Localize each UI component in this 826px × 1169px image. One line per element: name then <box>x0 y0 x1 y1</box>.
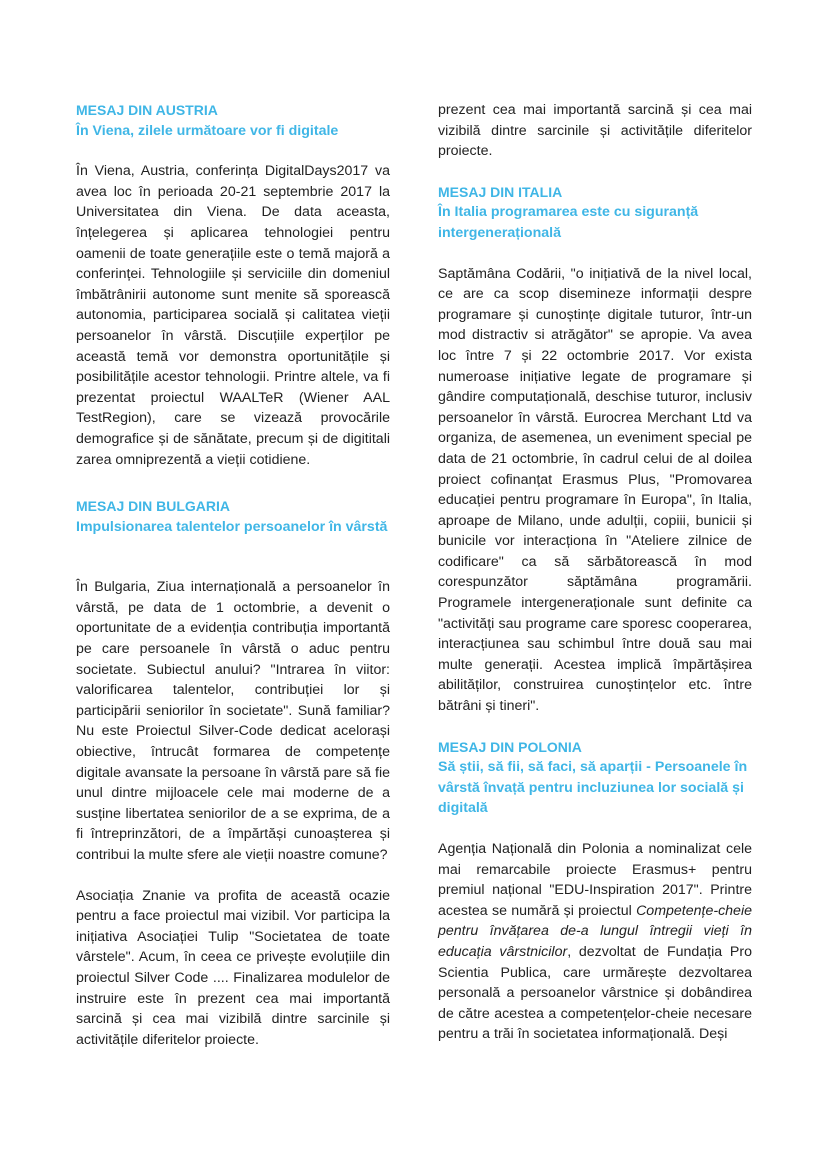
right-column <box>438 100 752 1045</box>
polonia-title: Să știi, să fii, să faci, să aparții - Persoanele în vârstă învață pentru incluziunea lor socială și digitală <box>438 759 748 817</box>
bulgaria-title: Impulsionarea talentelor persoanelor în vârstă <box>76 518 388 535</box>
austria-body: În Viena, Austria, conferința DigitalDays2017 va avea loc în perioada 20-21 septembrie 2017 la Universitatea din Viena. De data aceasta, înțelegerea și aplicarea tehnologiei pentru oamenii de toate generațiile este o temă majoră a conferinței. Tehnologiile și serviciile din domeniul îmbătrânirii autonome sunt menite să sporească autonomia, participarea socială și calitatea vieții persoanelor în vârstă. Discuțiile experților pe această temă vor demonstra oportunitățile și posibilitățile acestor tehnologii. Printre altele, va fi prezentat proiectul WAALTeR (Wiener AAL TestRegion), care se vizează provocările demografice și de sănătate, precum și de digititali zarea omniprezentă a vieții cotidiene. <box>76 163 390 468</box>
bulgaria-label: MESAJ DIN BULGARIA <box>76 498 231 515</box>
bulgaria-body-2: Asociația Znanie va profita de această ocazie pentru a face proiectul mai vizibil. Vor participa la inițiativa Asociației Tulip "Societatea de toate vârstele". Acum, în ceea ce privește evoluțiile din proiectul Silver Code .... Finalizarea modulelor de instruire este în prezent cea mai importantă sarcină și cea mai vizibilă dintre sarcinile și activitățile diferitelor proiecte. <box>76 887 390 1048</box>
italia-body: Saptămâna Codării, "o inițiativă de la nivel local, ce are ca scop disemineze informații despre programare și cunoștințe digitale tuturor, într-un mod distractiv si atrăgător" se apropie. Va avea loc între 7 și 22 octombrie 2017. Vor exista numeroase inițiative legate de programare și gândire computațională, deschise tuturor, inclusiv persoanelor în vârstă. Eurocrea Merchant Ltd va organiza, de asemenea, un eveniment special pe data de 21 octombrie, în cadrul celui de al doilea proiect cofinanțat Erasmus Plus, "Promovarea educației pentru programare în Europa", în Italia, aproape de Milano, unde adulții, copiii, bunicii și bunicile vor interacționa în "Ateliere zilnice de codificare" ca să sărbătorească în mod corespunzător săptămâna programării. Programele intergeneraționale sunt definite ca "activități sau programe care sporesc cooperarea, interacțiunea sau schimbul între două sau mai multe generații. Acestea implică împărtășirea abilităților, construirea cunoștințelor etc. între bătrâni și tineri". <box>438 265 752 715</box>
left-column <box>76 100 390 1048</box>
bulgaria-body-1: În Bulgaria, Ziua internațională a persoanelor în vârstă, pe data de 1 octombrie, a devenit o oportunitate de a evidenția contribuția importantă pe care persoanele în vârstă o aduc pentru societate. Subiectul anului? "Intrarea în viitor: valorificarea talentelor, contribuției lor și participării seniorilor în societate". Sună familiar? Nu este Proiectul Silver-Code dedicat acelorași obiective, întrucât formarea de competențe digitale avansate la persoane în vârstă pare să fie unul dintre mijloacele cele mai moderne de a susține libertatea seniorilor de a se exprima, de a fi întreprinzători, de a împărtăși cunoașterea și contribui la multe sfere ale vieții noastre comune? <box>76 579 390 863</box>
austria-label: MESAJ DIN AUSTRIA <box>76 102 218 118</box>
polonia-label: MESAJ DIN POLONIA <box>438 738 582 755</box>
italia-title: În Italia programarea este cu siguranță intergenerațională <box>438 204 699 241</box>
italia-label: MESAJ DIN ITALIA <box>438 183 563 200</box>
bulgaria-body-2-continued: prezent cea mai importantă sarcină și cea mai vizibilă dintre sarcinile și activitățile diferitelor proiecte. <box>438 102 752 160</box>
austria-title: În Viena, zilele următoare vor fi digitale <box>76 122 339 139</box>
polonia-project-name: Competențe-cheie pentru învățarea de-a lungul întregii vieți în educația vârstnicilor <box>438 902 752 960</box>
polonia-body: Agenția Națională din Polonia a nominalizat cele mai remarcabile proiecte Erasmus+ pentru premiul național "EDU-Inspiration 2017". Printre acestea se numără și proiectul Competențe-cheie pentru învățarea de-a lungul întregii vieți în educația vârstnicilor, dezvoltat de Fundația Pro Scientia Publica, care urmărește dezvoltarea personală a persoanelor vârstnice și dobândirea de către acestea a competențelor-cheie necesare pentru a trăi în societatea informațională. Deși <box>438 841 752 1043</box>
